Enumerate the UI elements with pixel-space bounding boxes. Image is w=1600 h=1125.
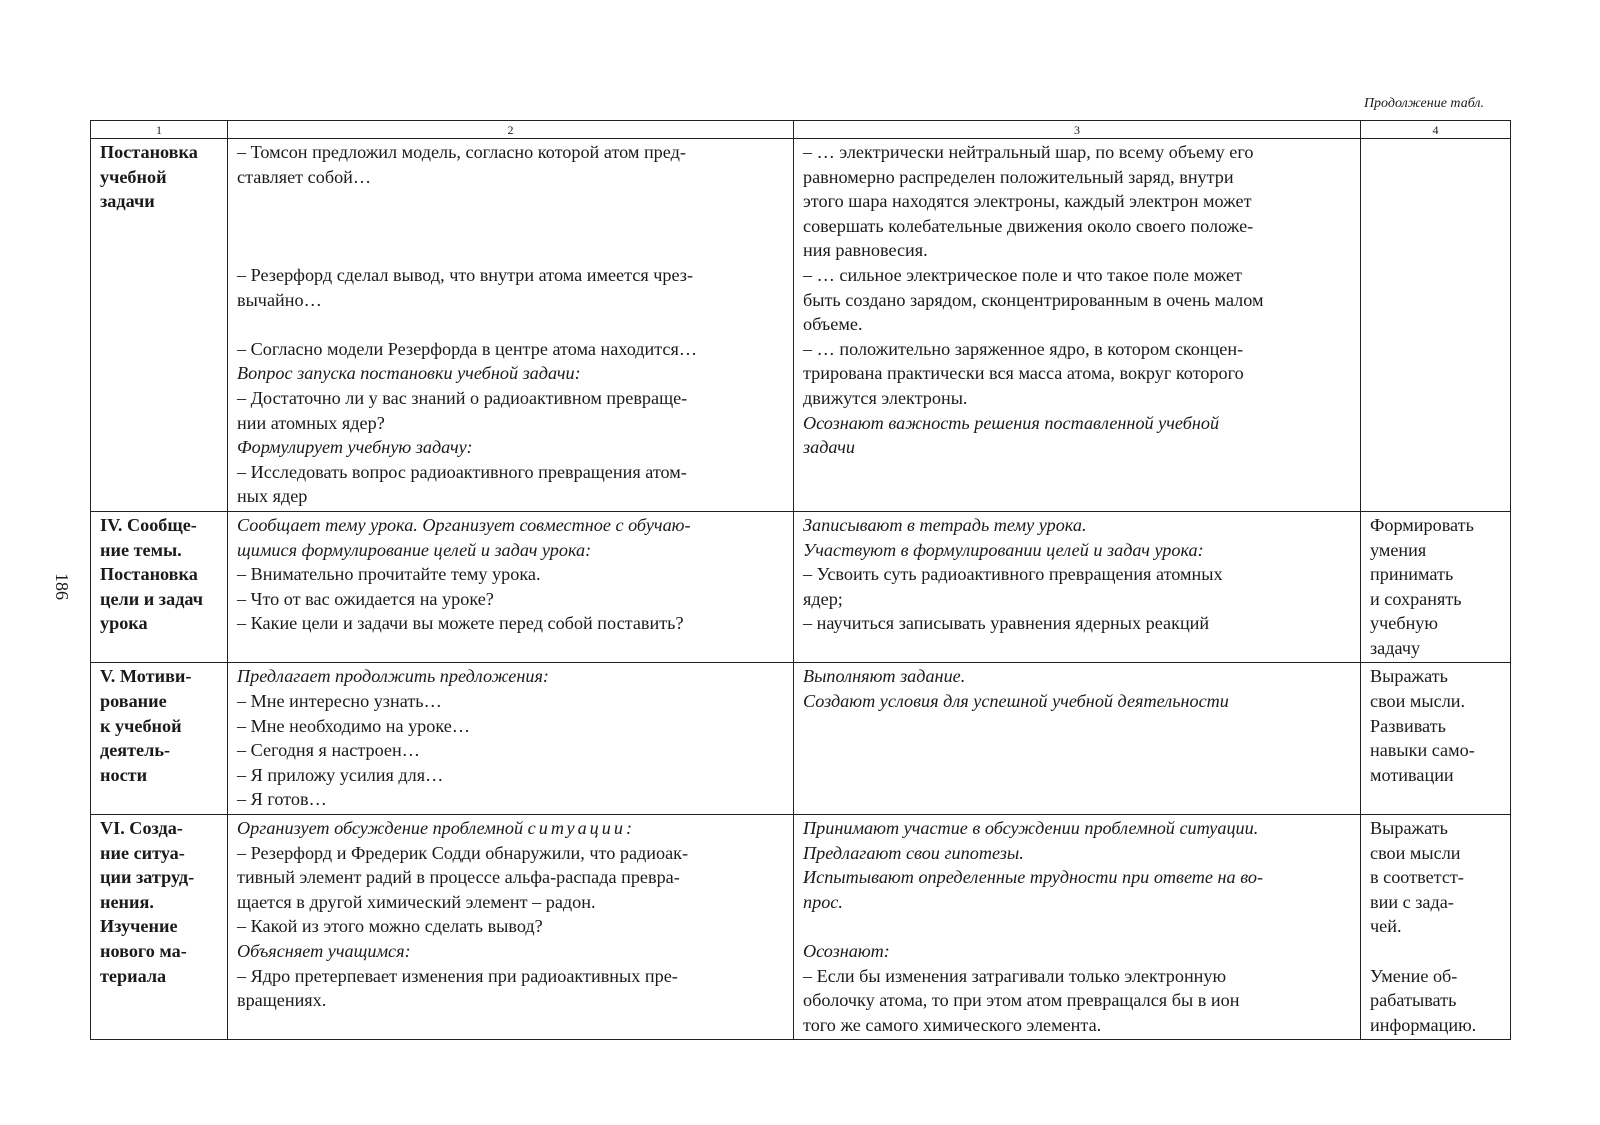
text-line: трирована практически вся масса атома, вокруг которого [803,363,1244,384]
stage-line: ние ситуа- [100,842,185,863]
stage-line: цели и задач [100,588,204,609]
stage-line: урока [100,613,148,634]
text-line: движутся электроны. [803,387,968,408]
text-line: – Внимательно прочитайте тему урока. [237,564,541,585]
text-line: тивный элемент радий в процессе альфа-распада превра- [237,867,680,888]
text-line: – Какие цели и задачи вы можете перед собой поставить? [237,613,684,634]
stage-cell [91,663,228,815]
italic-line: Формулирует учебную задачу: [237,437,473,458]
text-line: – Исследовать вопрос радиоактивного превращения атом- [237,461,687,482]
lesson-table [90,120,1511,1040]
italic-line: Записывают в тетрадь тему урока. [803,514,1087,535]
italic-line: прос. [803,891,843,912]
text-line: нии атомных ядер? [237,412,385,433]
skill-line: мотивации [1370,764,1454,785]
stage-line: Постановка [100,564,198,585]
stage-line: VI. Созда- [100,818,183,839]
text-line: – Согласно модели Резерфорда в центре атома находится… [237,338,698,359]
stage-cell [91,511,228,663]
italic-line: Объясняет учащимся: [237,941,411,961]
text-line: – Ядро претерпевает изменения при радиоактивных пре- [237,965,678,986]
text-line: ставляет собой… [237,166,372,187]
italic-line: Предлагают свои гипотезы. [803,842,1024,863]
text-line: – Мне интересно узнать… [237,691,442,712]
skill-line: Выражать [1370,666,1448,687]
column-number: 2 [228,121,794,139]
text-line: – … положительно заряженное ядро, в котором сконцен- [803,338,1244,359]
text-line: того же самого химического элемента. [803,1014,1102,1035]
text-line: ных ядер [237,486,308,507]
table-row [91,815,1511,1040]
stage-line: деятель- [100,740,170,761]
italic-line: Сообщает тему урока. Организует совместное с обучаю- [237,514,691,535]
italic-spaced-text: ситуации: [527,818,636,839]
stage-line: к учебной [100,715,182,736]
text-line: совершать колебательные движения около своего положе- [803,215,1254,236]
skills-cell [1361,139,1511,512]
text-line: – Что от вас ожидается на уроке? [237,588,494,609]
italic-line: Принимают участие в обсуждении проблемной ситуации. [803,818,1259,839]
student-activity-cell [794,139,1361,512]
student-activity-cell [794,663,1361,815]
column-number: 1 [91,121,228,139]
text-line: – Сегодня я настроен… [237,740,420,761]
stage-line: V. Мотиви- [100,666,192,687]
stage-line: нового ма- [100,941,187,961]
stage-line: задачи [100,191,155,212]
skills-cell [1361,815,1511,1040]
text-line: – Резерфорд и Фредерик Содди обнаружили, что радиоак- [237,842,689,863]
text-line: – Я готов… [237,789,327,810]
skill-line: Развивать [1370,715,1446,736]
column-number-row [91,121,1511,139]
skill-line: умения [1370,539,1427,560]
table-row [91,511,1511,663]
stage-line: ние темы. [100,539,182,560]
text-line: оболочку атома, то при этом атом превращался бы в ион [803,990,1240,1011]
skill-line: вии с зада- [1370,891,1454,912]
italic-text: Организует обсуждение проблемной [237,818,528,839]
student-activity-cell [794,815,1361,1040]
table-row [91,663,1511,815]
italic-line: Участвуют в формулировании целей и задач урока: [803,539,1204,560]
text-line: – научиться записывать уравнения ядерных реакций [803,613,1210,634]
skill-line: свои мысли. [1370,691,1466,712]
teacher-activity-cell [228,139,794,512]
text-line: вычайно… [237,289,322,310]
skill-line: задачу [1370,637,1421,658]
text-line: – Достаточно ли у вас знаний о радиоактивном превраще- [237,387,688,408]
stage-line: териала [100,965,167,986]
text-line: этого шара находятся электроны, каждый электрон может [803,191,1252,212]
skill-line: Умение об- [1370,965,1458,986]
text-line: – Резерфорд сделал вывод, что внутри атома имеется чрез- [237,264,694,285]
text-line: – Мне необходимо на уроке… [237,715,471,736]
text-line: – Я приложу усилия для… [237,764,444,785]
italic-line: щимися формулирование целей и задач урока: [237,539,592,560]
teacher-activity-cell [228,511,794,663]
teacher-activity-cell [228,663,794,815]
italic-line: Создают условия для успешной учебной деятельности [803,691,1229,712]
text-line: – Томсон предложил модель, согласно которой атом пред- [237,142,686,162]
continuation-label: Продолжение табл. [1363,96,1484,111]
italic-line: Испытывают определенные трудности при ответе на во- [803,867,1263,888]
skill-line: свои мысли [1370,842,1461,863]
text-line: – Какой из этого можно сделать вывод? [237,916,543,937]
skill-line: и сохранять [1370,588,1462,609]
italic-line: Предлагает продолжить предложения: [237,666,549,687]
italic-line: Осознают: [803,941,890,961]
text-line: – Если бы изменения затрагивали только электронную [803,965,1227,986]
skill-line: Выражать [1370,818,1448,839]
text-line: ядер; [803,588,843,609]
text-line: – … электрически нейтральный шар, по всему объему его [803,142,1254,162]
skill-line: чей. [1370,916,1402,937]
text-line: – Усвоить суть радиоактивного превращения атомных [803,564,1223,585]
skill-line: рабатывать [1370,990,1457,1011]
page-number: 186 [52,573,72,600]
skills-cell [1361,511,1511,663]
skill-line: информацию. [1370,1014,1477,1035]
italic-line [237,816,785,841]
italic-line: Выполняют задание. [803,666,966,687]
column-number: 3 [794,121,1361,139]
stage-line: Изучение [100,916,178,937]
text-line: быть создано зарядом, сконцентрированным в очень малом [803,289,1264,310]
stage-line: нения. [100,891,154,912]
italic-line: Осознают важность решения поставленной учебной [803,412,1220,433]
stage-line: ности [100,764,148,785]
stage-line: Постановка [100,142,198,162]
skill-line: навыки само- [1370,740,1475,761]
text-line: щается в другой химический элемент – радон. [237,891,596,912]
text-line: объеме. [803,314,863,335]
text-line: – … сильное электрическое поле и что такое поле может [803,264,1242,285]
stage-cell [91,139,228,512]
column-number: 4 [1361,121,1511,139]
skill-line: в соответст- [1370,867,1464,888]
student-activity-cell [794,511,1361,663]
stage-line: ции затруд- [100,867,195,888]
stage-cell [91,815,228,1040]
stage-line: рование [100,691,167,712]
skills-cell [1361,663,1511,815]
italic-line: задачи [803,437,856,458]
stage-line: IV. Сообще- [100,514,197,535]
teacher-activity-cell [228,815,794,1040]
skill-line: принимать [1370,564,1454,585]
text-line: равномерно распределен положительный заряд, внутри [803,166,1234,187]
text-line: ния равновесия. [803,240,928,261]
text-line: вращениях. [237,990,327,1011]
skill-line: Формировать [1370,514,1474,535]
skill-line: учебную [1370,613,1438,634]
stage-line: учебной [100,166,167,187]
table-row [91,139,1511,512]
italic-line: Вопрос запуска постановки учебной задачи: [237,363,581,384]
